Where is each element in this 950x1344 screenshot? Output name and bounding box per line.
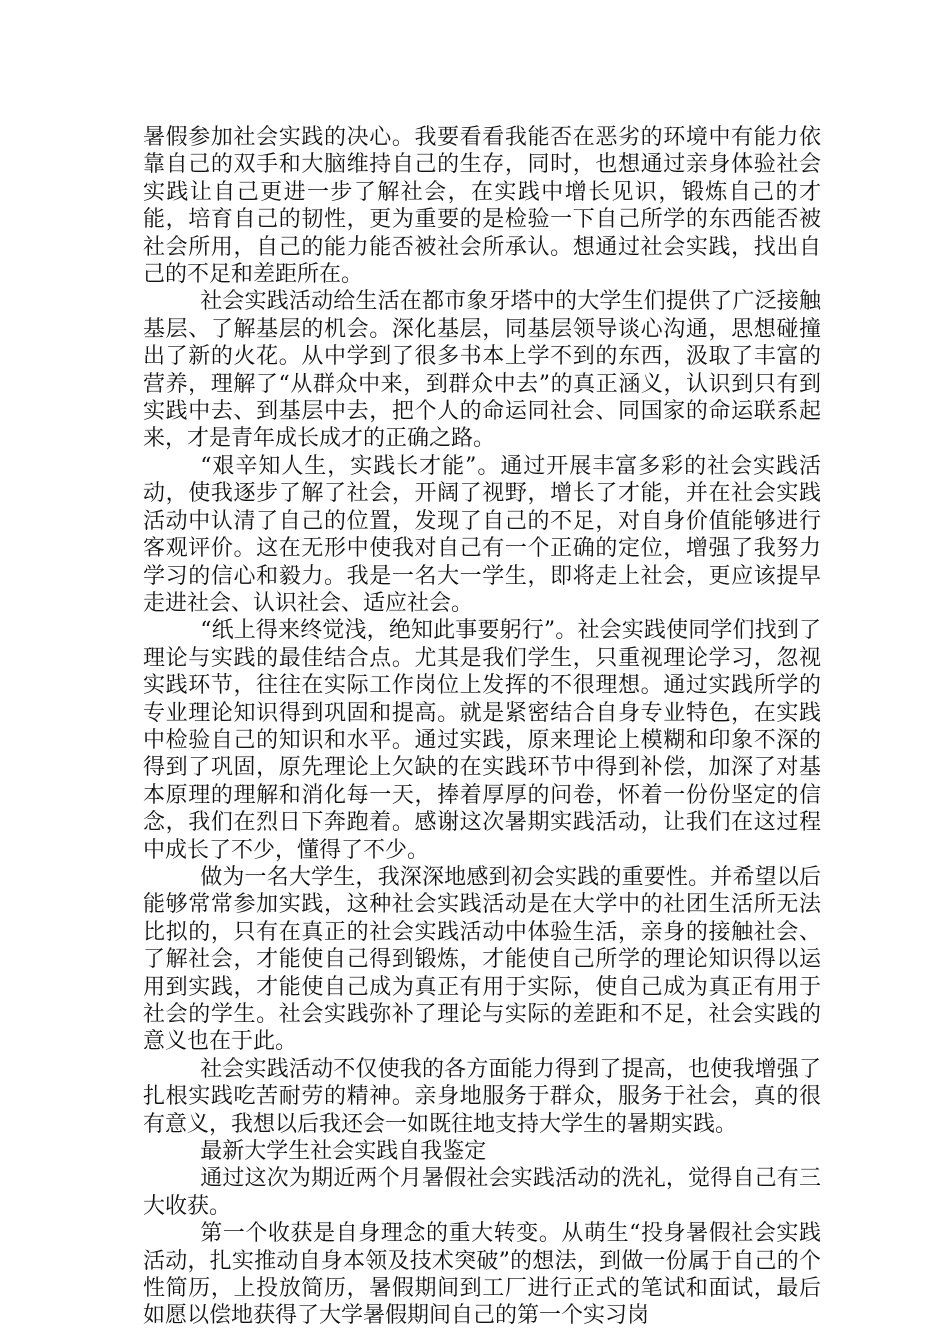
paragraph-5: 做为一名大学生，我深深地感到初会实践的重要性。并希望以后能够常常参加实践，这种社会实践活动是在大学中的社团生活所无法比拟的，只有在真正的社会实践活动中体验生活，亲身的接触社会、了解社会，才能使自己得到锻炼，才能使自己所学的理论知识得以运用到实践，才能使自己成为真正有用于实际，使自己成为真正有用于社会的学生。社会实践弥补了理论与实际的差距和不足，社会实践的意义也在于此。 [143, 864, 821, 1055]
paragraph-2: 社会实践活动给生活在都市象牙塔中的大学生们提供了广泛接触基层、了解基层的机会。深化基层，同基层领导谈心沟通，思想碰撞出了新的火花。从中学到了很多书本上学不到的东西，汲取了丰富的营养，理解了“从群众中来，到群众中去”的真正涵义，认识到只有到实践中去、到基层中去，把个人的命运同社会、同国家的命运联系起来，才是青年成长成才的正确之路。 [143, 289, 821, 452]
paragraph-4: “纸上得来终觉浅，绝知此事要躬行”。社会实践使同学们找到了理论与实践的最佳结合点。尤其是我们学生，只重视理论学习，忽视实践环节，往往在实际工作岗位上发挥的不很理想。通过实践所学的专业理论知识得到巩固和提高。就是紧密结合自身专业特色，在实践中检验自己的知识和水平。通过实践，原来理论上模糊和印象不深的得到了巩固，原先理论上欠缺的在实践环节中得到补偿，加深了对基本原理的理解和消化每一天，捧着厚厚的问卷，怀着一份份坚定的信念，我们在烈日下奔跑着。感谢这次暑期实践活动，让我们在这过程中成长了不少，懂得了不少。 [143, 618, 821, 863]
paragraph-8: 第一个收获是自身理念的重大转变。从萌生“投身暑假社会实践活动，扎实推动自身本领及技术突破”的想法，到做一份属于自己的个性简历，上投放简历，暑假期间到工厂进行正式的笔试和面试，最后如愿以偿地获得了大学暑假期间自己的第一个实习岗 [143, 1221, 821, 1329]
section-heading: 最新大学生社会实践自我鉴定 [200, 1139, 487, 1165]
paragraph-1: 暑假参加社会实践的决心。我要看看我能否在恶劣的环境中有能力依靠自己的双手和大脑维持自己的生存，同时，也想通过亲身体验社会实践让自己更进一步了解社会，在实践中增长见识，锻炼自己的才能，培育自己的韧性，更为重要的是检验一下自己所学的东西能否被社会所用，自己的能力能否被社会所承认。想通过社会实践，找出自己的不足和差距所在。 [143, 125, 821, 288]
paragraph-7: 通过这次为期近两个月暑假社会实践活动的洗礼，觉得自己有三大收获。 [143, 1166, 821, 1219]
paragraph-3: “艰辛知人生，实践长才能”。通过开展丰富多彩的社会实践活动，使我逐步了解了社会，开阔了视野，增长了才能，并在社会实践活动中认清了自己的位置，发现了自己的不足，对自身价值能够进行客观评价。这在无形中使我对自己有一个正确的定位，增强了我努力学习的信心和毅力。我是一名大一学生，即将走上社会，更应该提早走进社会、认识社会、适应社会。 [143, 453, 821, 616]
paragraph-6: 社会实践活动不仅使我的各方面能力得到了提高，也使我增强了扎根实践吃苦耐劳的精神。亲身地服务于群众，服务于社会，真的很有意义，我想以后我还会一如既往地支持大学生的暑期实践。 [143, 1056, 821, 1137]
document-page [143, 124, 821, 1330]
